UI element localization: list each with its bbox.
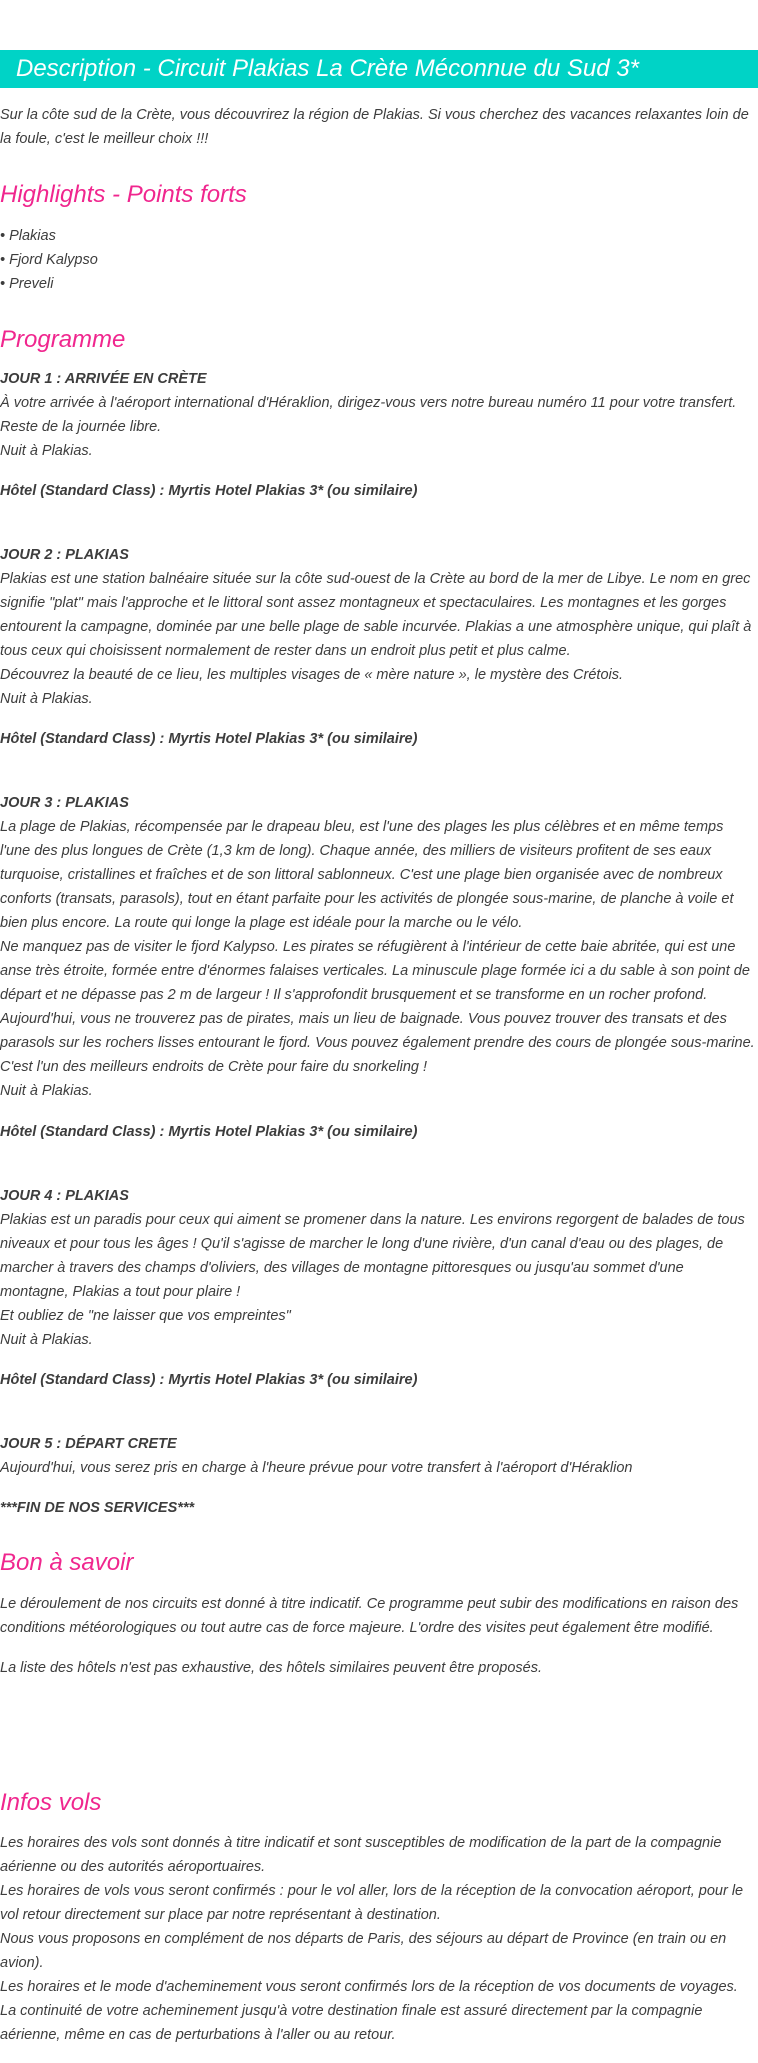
info-line: Les horaires de vols vous seront confirmés : pour le vol aller, lors de la réception de la convocation aéroport, pour le vol retour directement sur place par notre représentant à destination.: [0, 1883, 744, 1923]
day-text: Plakias est une station balnéaire située sur la côte sud-ouest de la Crète au bord de la mer de Libye. Le nom en grec signifie "plat" mais l'approche et le littoral sont assez montagneux et spectaculaires. Les montagnes et les gorges entourent la campagne, dominée par une belle plage de sable incurvée. Plakias a une atmosphère unique, qui plaît à tous ceux qui choisissent normalement de rester dans un endroit plus petit et plus calme.: [0, 571, 752, 659]
list-item: • Fjord Kalypso: [0, 252, 98, 268]
day-5: [0, 1432, 756, 1480]
intro-text: Sur la côte sud de la Crète, vous découvrirez la région de Plakias. Si vous cherchez des vacances relaxantes loin de la foule, c'est le meilleur choix !!!: [0, 107, 749, 147]
programme-heading: Programme: [0, 326, 126, 353]
day-4: [0, 1184, 756, 1352]
info-line: Nous vous proposons en complément de nos départs de Paris, des séjours au départ de Province (en train ou en avion).: [0, 1931, 727, 1971]
day-title: JOUR 5 : DÉPART CRETE: [0, 1436, 177, 1452]
day-text: Reste de la journée libre.: [0, 419, 162, 435]
day-text: Nuit à Plakias.: [0, 1083, 93, 1099]
day-text: Et oubliez de "ne laisser que vos empreintes": [0, 1308, 291, 1324]
bon-a-savoir-heading: Bon à savoir: [0, 1549, 134, 1576]
day-2: [0, 543, 756, 711]
hotel-info: Hôtel (Standard Class) : Myrtis Hotel Plakias 3* (ou similaire): [0, 483, 418, 499]
hotel-info: Hôtel (Standard Class) : Myrtis Hotel Plakias 3* (ou similaire): [0, 1372, 418, 1388]
info-line: La continuité de votre acheminement jusqu'à votre destination finale est assuré directement par la compagnie aérienne, même en cas de perturbations à l'aller ou au retour.: [0, 2003, 703, 2043]
highlights-heading: Highlights - Points forts: [0, 181, 247, 208]
infos-vols-heading: Infos vols: [0, 1789, 102, 1816]
day-text: Nuit à Plakias.: [0, 443, 93, 459]
day-text: Nuit à Plakias.: [0, 1332, 93, 1348]
list-item: • Plakias: [0, 228, 56, 244]
day-3: [0, 791, 756, 1103]
day-text: Plakias est un paradis pour ceux qui aiment se promener dans la nature. Les environs regorgent de balades de tous niveaux et pour tous les âges ! Qu'il s'agisse de marcher le long d'une rivière, d'un canal d'eau ou des plages, de marcher à travers des champs d'oliviers, des villages de montagne pittoresques ou jusqu'au sommet d'une montagne, Plakias a tout pour plaire !: [0, 1212, 745, 1300]
bon-a-savoir-text: Le déroulement de nos circuits est donné à titre indicatif. Ce programme peut subir des modifications en raison des conditions météorologiques ou tout autre cas de force majeure. L'ordre des visites peut également être modifié.: [0, 1596, 739, 1636]
day-text: Découvrez la beauté de ce lieu, les multiples visages de « mère nature », le mystère des Crétois.: [0, 667, 624, 683]
day-1: [0, 367, 756, 463]
day-title: JOUR 2 : PLAKIAS: [0, 547, 129, 563]
info-line: Les horaires et le mode d'acheminement vous seront confirmés lors de la réception de vos documents de voyages.: [0, 1979, 738, 1995]
day-text: La plage de Plakias, récompensée par le drapeau bleu, est l'une des plages les plus célèbres et en même temps l'une des plus longues de Crète (1,3 km de long). Chaque année, des milliers de visiteurs profitent de ses eaux turquoise, cristallines et fraîches et de son littoral sablonneux. C'est une plage bien organisée avec de nombreux conforts (transats, parasols), tout en étant parfaite pour les activités de plongée sous-marine, de planche à voile et bien plus encore. La route qui longe la plage est idéale pour la marche ou le vélo.: [0, 819, 734, 931]
end-of-services-note: ***FIN DE NOS SERVICES***: [0, 1500, 195, 1516]
hotel-info: Hôtel (Standard Class) : Myrtis Hotel Plakias 3* (ou similaire): [0, 731, 418, 747]
day-title: JOUR 4 : PLAKIAS: [0, 1188, 129, 1204]
list-item: • Preveli: [0, 276, 54, 292]
day-text: Aujourd'hui, vous serez pris en charge à l'heure prévue pour votre transfert à l'aéroport d'Héraklion: [0, 1460, 633, 1476]
hotel-info: Hôtel (Standard Class) : Myrtis Hotel Plakias 3* (ou similaire): [0, 1124, 418, 1140]
infos-vols-text: [0, 1831, 756, 2047]
day-title: JOUR 1 : ARRIVÉE EN CRÈTE: [0, 371, 207, 387]
info-line: Les horaires des vols sont donnés à titre indicatif et sont susceptibles de modification de la part de la compagnie aérienne ou des autorités aéroportuaires.: [0, 1835, 722, 1875]
day-title: JOUR 3 : PLAKIAS: [0, 795, 129, 811]
day-text: Ne manquez pas de visiter le fjord Kalypso. Les pirates se réfugièrent à l'intérieur de cette baie abritée, qui est une anse très étroite, formée entre d'énormes falaises verticales. La minuscule plage formée ici a du sable à son point de départ et ne dépasse pas 2 m de largeur ! Il s'approfondit brusquement et se transforme en un rocher profond. Aujourd'hui, vous ne trouverez pas de pirates, mais un lieu de baignade. Vous pouvez trouver des transats et des parasols sur les rochers lisses entourant le fjord. Vous pouvez également prendre des cours de plongée sous-marine. C'est l'un des meilleurs endroits de Crète pour faire du snorkeling !: [0, 939, 755, 1075]
day-text: Nuit à Plakias.: [0, 691, 93, 707]
bon-a-savoir-text: La liste des hôtels n'est pas exhaustive, des hôtels similaires peuvent être proposés.: [0, 1660, 542, 1676]
page-title-banner: Description - Circuit Plakias La Crète Méconnue du Sud 3*: [0, 50, 758, 88]
highlights-list: [0, 224, 756, 296]
day-text: À votre arrivée à l'aéroport international d'Héraklion, dirigez-vous vers notre bureau numéro 11 pour votre transfert.: [0, 395, 737, 411]
